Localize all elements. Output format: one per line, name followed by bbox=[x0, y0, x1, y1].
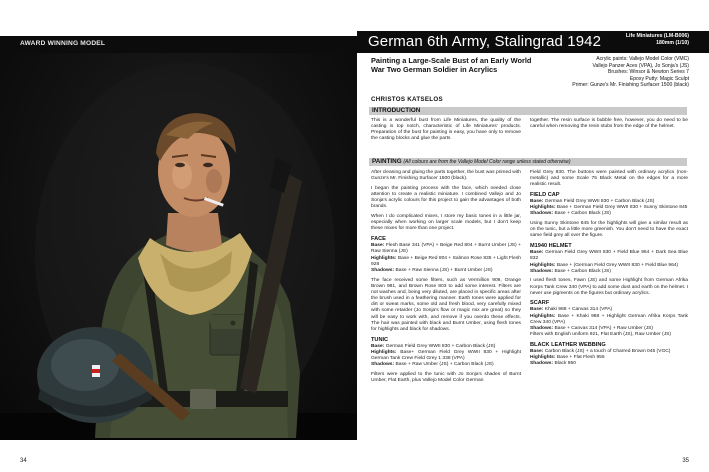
colour-recipe bbox=[530, 250, 688, 262]
recipe-text: Filters with English uniform 921, Flat Earth (JS), Raw Umber (JS) bbox=[530, 332, 672, 338]
recipe-label: Base: bbox=[530, 199, 544, 205]
recipe-label: Base: bbox=[371, 343, 385, 349]
materials-item: Acrylic paints: Vallejo Model Color (VMC) bbox=[596, 56, 689, 62]
recipe-text: Base + Raw Sienna (JS) + Burnt Umber (JS) bbox=[395, 267, 493, 273]
colour-recipe bbox=[530, 332, 688, 338]
recipe-text: Flesh Base 341 (VPA) + Beige Red 804 + Burnt Umber (JS) + Raw Sienna (JS) bbox=[371, 243, 521, 255]
materials-item: Primer: Gunze's Mr. Finishing Surfacer 1500 (black) bbox=[572, 82, 689, 89]
introduction-column-1 bbox=[371, 118, 521, 146]
introduction-heading-bar bbox=[369, 107, 687, 115]
colour-recipe bbox=[530, 361, 688, 367]
recipe-label: Shadows: bbox=[530, 211, 554, 217]
recipe-label: Highlights: bbox=[530, 205, 556, 211]
right-page-number: 35 bbox=[682, 458, 689, 464]
article-subtitle: Painting a Large-Scale Bust of an Early World War Two German Soldier in Acrylics bbox=[371, 56, 532, 75]
colour-recipe bbox=[371, 243, 521, 255]
body-paragraph: I used flesh tones, Fawn (JS) and some Highlight from German Afrika Korps Tank Crew 340 (VPA) to add some dust and earth on the helmet. I never use pigments on the figures but ordinary acrylics. bbox=[530, 278, 688, 296]
recipe-label: Shadows: bbox=[530, 325, 554, 331]
subsection-heading: FACE bbox=[371, 236, 386, 243]
materials-list bbox=[524, 56, 689, 89]
painting-heading: PAINTING bbox=[372, 158, 402, 165]
subsection-heading: SCARF bbox=[530, 300, 550, 307]
article-title: German 6th Army, Stalingrad 1942 bbox=[368, 33, 602, 50]
subsection-heading: TUNIC bbox=[371, 336, 389, 343]
kit-info bbox=[626, 33, 689, 47]
recipe-label: Highlights: bbox=[530, 262, 556, 268]
recipe-label: Shadows: bbox=[530, 361, 554, 367]
recipe-text: Base + Flat Flesh 955 bbox=[556, 355, 605, 360]
colour-recipe bbox=[530, 314, 688, 326]
recipe-label: Highlights: bbox=[530, 313, 556, 319]
recipe-text: German Field Grey WWII 830 + Field Blue 964 + Dark Sea Blue 832 bbox=[530, 250, 689, 262]
recipe-text: Base + Carbon Black (JS) bbox=[554, 268, 611, 274]
subsection-heading: FIELD CAP bbox=[530, 192, 560, 199]
recipe-text: Base + German Field Grey WWII 830 + Sunny Skintone 845 bbox=[556, 205, 688, 211]
recipe-text: Base+ German Field Grey WWII 830 + Highlight German Tank Crew Field Grey 1 338 (VPA) bbox=[371, 349, 522, 361]
recipe-text: Base + (German Field Grey WWII 830 + Field Blue 964) bbox=[556, 262, 679, 268]
recipe-label: Shadows: bbox=[530, 268, 554, 274]
recipe-label: Base: bbox=[371, 243, 385, 249]
recipe-label: Highlights: bbox=[371, 255, 397, 261]
colour-recipe bbox=[371, 350, 521, 362]
author-name: CHRISTOS KATSELOS bbox=[371, 96, 443, 103]
kit-scale: 180mm (1/10) bbox=[656, 40, 689, 46]
materials-item: Epoxy Putty: Magic Sculpt bbox=[629, 75, 689, 82]
recipe-label: Shadows: bbox=[371, 362, 395, 368]
body-paragraph: When I do complicated mixes, I store my basic tones in a little jar, especially when working on larger scale models, but I don't keep these mixes for more than one project. bbox=[371, 214, 521, 232]
colour-recipe bbox=[371, 362, 521, 368]
introduction-column-2 bbox=[530, 118, 688, 134]
colour-recipe bbox=[371, 268, 521, 274]
recipe-label: Highlights: bbox=[371, 349, 397, 355]
bust-photograph bbox=[0, 53, 357, 440]
bust-illustration bbox=[0, 53, 357, 440]
body-paragraph: The face received some filters, such as Vermillion 909, Orange Brown 981, and Brown Rose 803 to add some interest. Filters are not washes and, being very diluted, are placed in specific areas after the brush used in a feathering manner. Earth tones were applied for dirt or sweat marks, some old and fresh blood, very carefully mixed with some retarder (Jo Sonja's flow or magic mix are great) so they will be easy to work with, and remove if you overdo these effects. The hair was painted with black and Burnt Umber, using flesh tones for highlights and black for shadows. bbox=[371, 277, 521, 332]
body-paragraph: Field Grey 830. The buttons were painted with ordinary acrylics (non-metallic) and some Scale 75 Black Metal on the edges for a more realistic result. bbox=[530, 170, 688, 188]
body-paragraph: Filters were applied to the tunic with Jo Sonja's shades of Burnt Umber, Flat Earth, plus Vallejo Model Color German bbox=[371, 371, 521, 383]
introduction-heading: INTRODUCTION bbox=[372, 107, 421, 114]
recipe-label: Base: bbox=[530, 348, 544, 354]
body-paragraph: Using Sunny Skintone 845 for the highlights will give a similar result as on the tunic, but a little more greenish. You don't need to have the exact same field grey all over the figure. bbox=[530, 221, 688, 239]
recipe-text: Base + Beige Red 804 + Salmon Rose 835 + Light Flesh 928 bbox=[371, 255, 522, 267]
recipe-label: Shadows: bbox=[371, 267, 395, 273]
left-header-label: AWARD WINNING MODEL bbox=[20, 40, 106, 47]
body-paragraph: After cleaning and gluing the parts together, the bust was primed with Gunze's Mr. Finishing Surfacer 1500 (black). bbox=[371, 170, 521, 182]
subsection-heading: M1940 HELMET bbox=[530, 243, 572, 250]
recipe-text: Base + Raw Umber (JS) + Carbon Black (JS) bbox=[395, 362, 494, 368]
painting-heading-bar bbox=[369, 158, 687, 166]
introduction-text: together. The resin surface is bubble free, however, you do need to be careful when removing the resin stubs from the edge of the helmet. bbox=[530, 118, 688, 130]
colour-recipe bbox=[530, 269, 688, 275]
left-page-number: 34 bbox=[20, 458, 27, 464]
article-column-1 bbox=[371, 170, 521, 388]
colour-recipe bbox=[530, 211, 688, 217]
recipe-text: Base + Khaki 988 + Highlight German Afrika Korps Tank Crew 340 (VPA) bbox=[530, 313, 688, 325]
recipe-text: Black 950 bbox=[554, 361, 576, 367]
recipe-text: German Field Grey WWII 830 + Carbon Black (JS) bbox=[385, 343, 496, 349]
recipe-text: German Field Grey WWII 830 + Carbon Black (JS) bbox=[544, 199, 655, 205]
body-paragraph: I began the painting process with the face, which needed close attention to create a realistic miniature. I combined Vallejo and Jo Sonja's acrylic colours for this project to gain the advantages of both brands. bbox=[371, 185, 521, 210]
introduction-text: This is a wonderful bust from Life Miniatures, the quality of the casting is top notch, characteristic of Life Miniatures' products. Preparation of the bust for painting is easy, you have only to remove the casting blocks and glue the parts bbox=[371, 118, 521, 142]
recipe-label: Highlights: bbox=[530, 355, 556, 360]
materials-item: Brushes: Winsor & Newton Series 7 bbox=[608, 69, 689, 76]
recipe-label: Base: bbox=[530, 307, 544, 313]
painting-note: (All colours are from the Vallejo Model Color range unless stated otherwise) bbox=[403, 159, 571, 165]
materials-item: Vallejo Panzer Aces (VPA), Jo Sonja's (JS) bbox=[592, 62, 689, 69]
recipe-text: Khaki 988 + Canvas 314 (VPA) bbox=[544, 307, 613, 313]
recipe-label: Base: bbox=[530, 250, 544, 256]
subsection-heading: BLACK LEATHER WEBBING bbox=[530, 341, 606, 348]
recipe-text: Base + Carbon Black (JS) bbox=[554, 211, 611, 217]
recipe-text: Carbon Black (JS) + a touch of Charred Brown 045 (VGC) bbox=[544, 348, 671, 354]
kit-manufacturer: Life Miniatures (LM-B006) bbox=[625, 33, 689, 39]
recipe-text: Base + Canvas 314 (VPA) + Raw Umber (JS) bbox=[554, 325, 654, 331]
colour-recipe bbox=[371, 256, 521, 268]
article-column-2 bbox=[530, 170, 688, 367]
